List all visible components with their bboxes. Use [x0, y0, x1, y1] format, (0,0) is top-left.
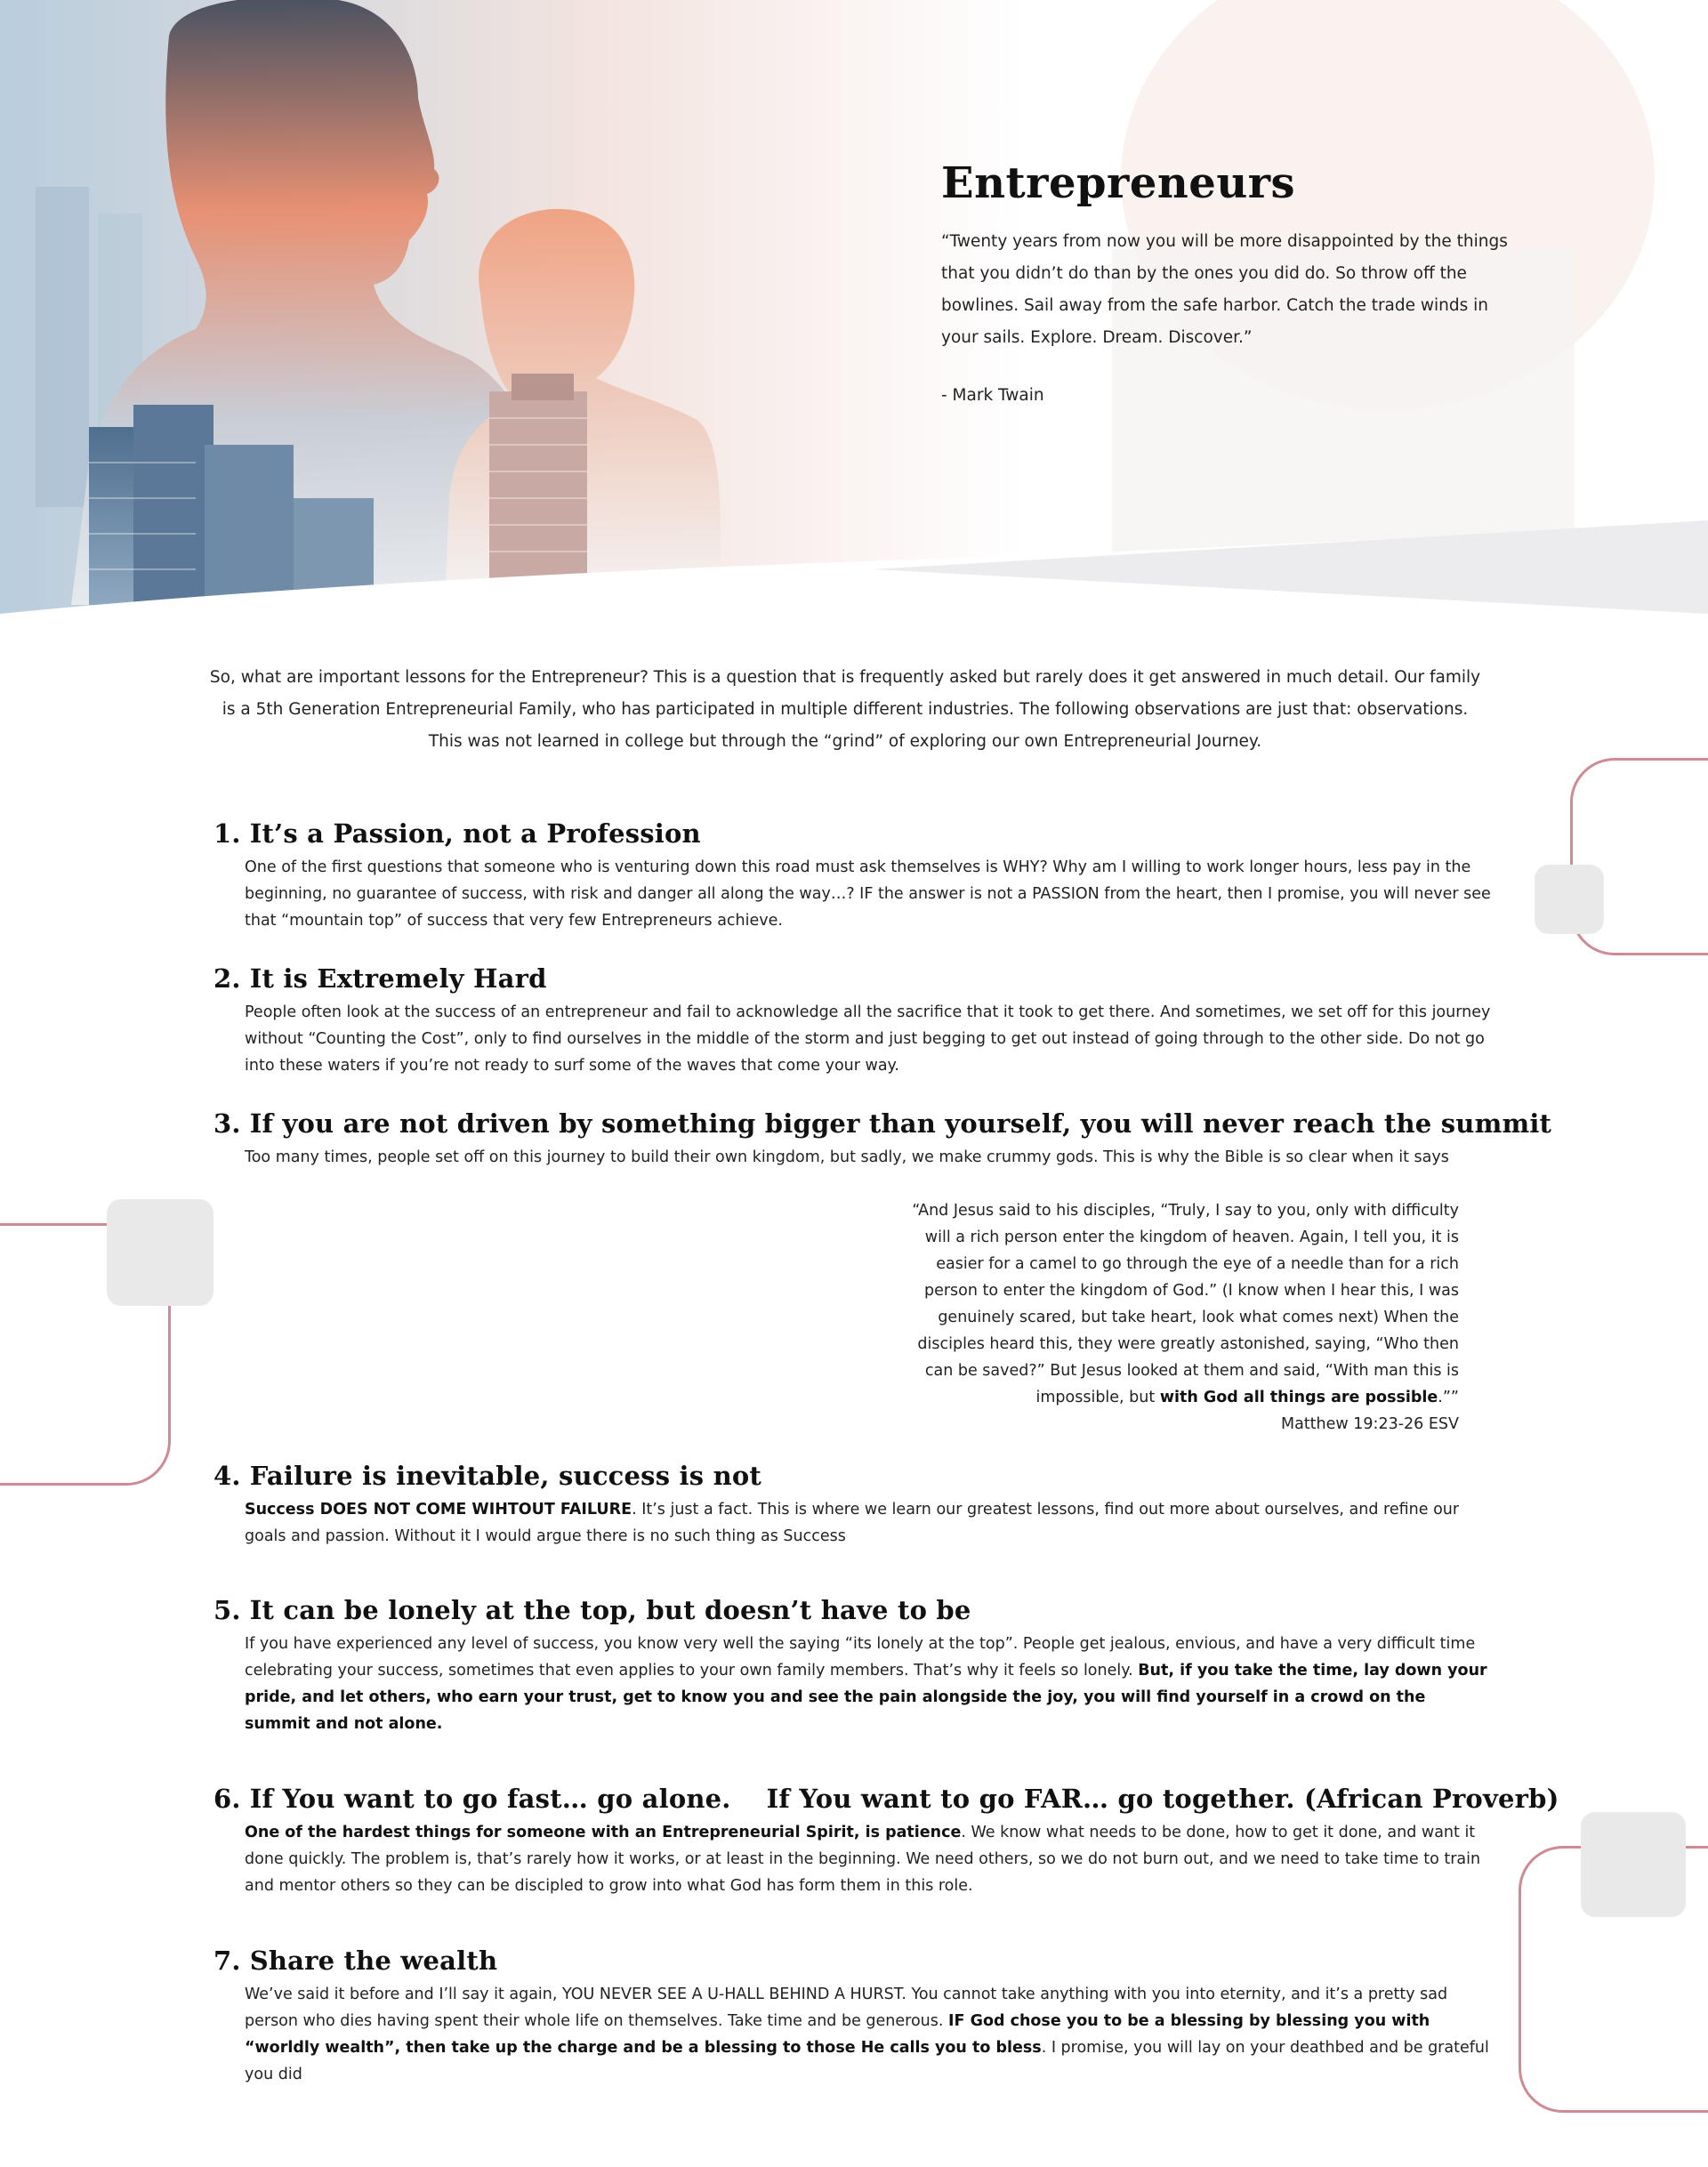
lesson-7	[214, 1945, 1494, 2088]
lesson-heading	[214, 1595, 1494, 1625]
lesson-number: 2.	[214, 963, 241, 994]
lesson-number: 1.	[214, 818, 241, 849]
lesson-body-text: . It’s just a fact. This is where we learn our greatest lessons, find out more about ourselves, and refine our goals and passion. Without it I would argue there is no such thing as Success	[245, 1501, 1460, 1545]
scripture-quote	[890, 1197, 1459, 1438]
lesson-body-emphasis: One of the hardest things for someone with an Entrepreneurial Spirit, is patience	[245, 1824, 962, 1841]
lesson-title: If You want to go fast… go alone.	[249, 1784, 731, 1814]
lesson-heading	[214, 1108, 1552, 1139]
lesson-title: It’s a Passion, not a Profession	[249, 818, 701, 849]
scripture-end: .””	[1438, 1389, 1459, 1406]
lesson-3	[214, 1108, 1552, 1171]
lesson-body-emphasis: IF God chose you to be a blessing by blessing you with “worldly wealth”, then take up the charge and be a blessing to those He calls you to bless	[245, 2012, 1430, 2057]
lesson-number: 6.	[214, 1784, 241, 1814]
lesson-title-proverb: If You want to go FAR… go together. (African Proverb)	[766, 1784, 1559, 1814]
lesson-1	[214, 818, 1494, 934]
lesson-title: It is Extremely Hard	[249, 963, 547, 994]
lesson-body	[245, 1981, 1494, 2088]
deco-square-left	[107, 1199, 214, 1306]
lesson-body: Too many times, people set off on this journey to build their own kingdom, but sadly, we make crummy gods. This is why the Bible is so clear when it says	[245, 1148, 1449, 1166]
lesson-heading	[214, 1945, 1494, 1976]
deco-square-right-bottom	[1581, 1812, 1686, 1917]
lesson-body	[245, 1496, 1494, 1550]
lesson-body	[245, 1819, 1494, 1899]
lesson-body-text-end: . I promise, you will lay on your deathbed and be grateful you did	[245, 2039, 1489, 2083]
lesson-6	[214, 1784, 1559, 1899]
lesson-heading	[214, 818, 1494, 849]
lesson-number: 3.	[214, 1108, 241, 1139]
page-title: Entrepreneurs	[941, 158, 1296, 208]
lesson-body-text: If you have experienced any level of success, you know very well the saying “its lonely at the top”. People get jealous, envious, and have a very difficult time celebrating your success, sometimes that even applies to your own family members. That’s why it feels so lonely.	[245, 1635, 1476, 1680]
lesson-body: People often look at the success of an entrepreneur and fail to acknowledge all the sacrifice that it took to get there. And sometimes, we set off for this journey without “Counting the Cost”, only to find ourselves in the middle of the storm and just begging to get out instead of going through to the other side. Do not go into these waters if you’re not ready to surf some of the waves that come your way.	[245, 1003, 1491, 1075]
intro-paragraph: So, what are important lessons for the Entrepreneur? This is a question that is frequently asked but rarely does it get answered in much detail. Our family is a 5th Generation Entrepreneurial Family, who has participated in multiple different industries. The following observations are just that: observations. This was not learned in college but through the “grind” of exploring our own Entrepreneurial Journey.	[209, 668, 1481, 751]
lesson-heading	[214, 1784, 1559, 1814]
lesson-number: 4.	[214, 1461, 241, 1491]
lesson-title: Failure is inevitable, success is not	[249, 1461, 761, 1491]
lesson-heading	[214, 1461, 1494, 1491]
lesson-title: It can be lonely at the top, but doesn’t have to be	[249, 1595, 971, 1625]
lesson-body: One of the first questions that someone who is venturing down this road must ask themselves is WHY? Why am I willing to work longer hours, less pay in the beginning, no guarantee of success, with risk and danger all along the way…? IF the answer is not a PASSION from the heart, then I promise, you will never see that “mountain top” of success that very few Entrepreneurs achieve.	[245, 858, 1491, 930]
hero-banner	[0, 0, 1708, 623]
lesson-number: 5.	[214, 1595, 241, 1625]
lesson-title: If you are not driven by something bigger than yourself, you will never reach the summit	[249, 1108, 1552, 1139]
lesson-5	[214, 1595, 1494, 1737]
lesson-2	[214, 963, 1494, 1079]
hero-text	[941, 158, 1511, 405]
deco-square-right-top	[1535, 865, 1604, 934]
lesson-body-text: We’ve said it before and I’ll say it again, YOU NEVER SEE A U-HALL BEHIND A HURST. You cannot take anything with you into eternity, and it’s a pretty sad person who dies having spent their whole life on themselves. Take time and be generous.	[245, 1986, 1448, 2030]
hero-author: - Mark Twain	[941, 386, 1044, 405]
lesson-heading	[214, 963, 1494, 994]
lesson-title: Share the wealth	[249, 1945, 498, 1976]
scripture-reference: Matthew 19:23-26 ESV	[1281, 1415, 1459, 1433]
lesson-4	[214, 1461, 1494, 1550]
lesson-body-emphasis: Success DOES NOT COME WIHTOUT FAILURE	[245, 1501, 632, 1519]
lesson-body	[245, 1631, 1494, 1737]
lesson-number: 7.	[214, 1945, 241, 1976]
lesson-body-text: . We know what needs to be done, how to get it done, and want it done quickly. The problem is, that’s rarely how it works, or at least in the beginning. We need others, so we do not burn out, and we need to take time to train and mentor others so they can be discipled to grow into what God has form them in this role.	[245, 1824, 1481, 1895]
lesson-body-emphasis: But, if you take the time, lay down your pride, and let others, who earn your trust, get to know you and see the pain alongside the joy, you will find yourself in a crowd on the summit and not alone.	[245, 1662, 1487, 1733]
scripture-text: “And Jesus said to his disciples, “Truly, I say to you, only with difficulty will a rich person enter the kingdom of heaven. Again, I tell you, it is easier for a camel to go through the eye of a needle than for a rich person to enter the kingdom of God.” (I know when I hear this, I was genuinely scared, but take heart, look what comes next) When the disciples heard this, they were greatly astonished, saying, “Who then can be saved?” But Jesus looked at them and said, “With man this is impossible, but	[912, 1202, 1459, 1406]
scripture-emphasis: with God all things are possible	[1159, 1389, 1438, 1406]
hero-quote: “Twenty years from now you will be more disappointed by the things that you didn’t do than by the ones you did do. So throw off the bowlines. Sail away from the safe harbor. Catch the trade winds in your sails. Explore. Dream. Discover.”	[941, 232, 1508, 347]
